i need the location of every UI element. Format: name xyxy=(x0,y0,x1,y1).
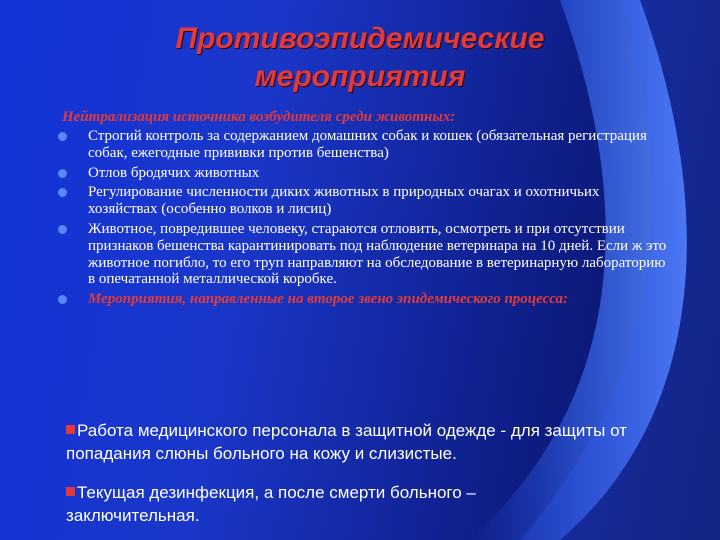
slide-title xyxy=(0,20,720,96)
title-line-2: мероприятия xyxy=(254,60,466,93)
bullet-dot-icon xyxy=(58,169,67,178)
list-item-highlight: Мероприятия, направленные на второе звено эпидемического процесса: xyxy=(58,291,668,308)
square-bullet-icon xyxy=(66,425,75,434)
bullet-dot-icon xyxy=(58,188,67,197)
paragraph-protective-clothing: Работа медицинского персонала в защитной одежде - для защиты от попадания слюны больного на кожу и слизистые. xyxy=(66,421,627,463)
paragraph-disinfection: Текущая дезинфекция, а после смерти больного – заключительная. xyxy=(66,483,476,525)
list-item: Регулирование численности диких животных в природных очагах и охотничьих хозяйствах (особенно волков и лисиц) xyxy=(58,184,668,218)
bullet-dot-icon xyxy=(58,225,67,234)
bullet-list xyxy=(58,128,668,308)
slide-content xyxy=(58,108,668,311)
title-line-1: Противоэпидемические xyxy=(175,22,545,55)
list-item: Отлов бродячих животных xyxy=(58,165,668,182)
list-item: Животное, повредившее человеку, стараются отловить, осмотреть и при отсутствии признаков бешенства карантинировать под наблюдение ветеринара на 10 дней. Если ж это животное погибло, то его труп направляют на обследование в ветеринарную лабораторию в опечатанной металлической коробке. xyxy=(58,221,668,288)
bullet-dot-icon xyxy=(58,132,67,141)
list-item: Строгий контроль за содержанием домашних собак и кошек (обязательная регистрация собак, ежегодные прививки против бешенства) xyxy=(58,128,668,162)
subheading: Нейтрализация источника возбудителя среди животных: xyxy=(62,109,456,125)
bullet-dot-icon xyxy=(58,295,67,304)
square-bullet-icon xyxy=(66,487,75,496)
